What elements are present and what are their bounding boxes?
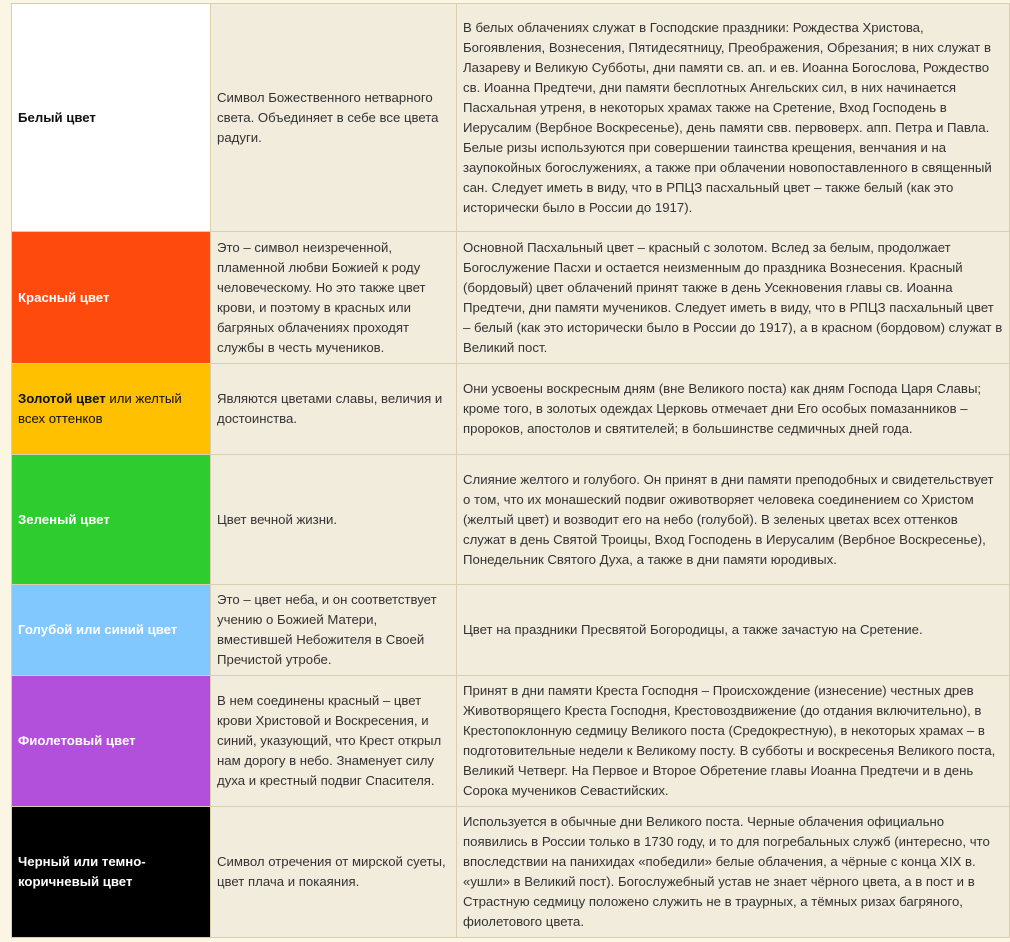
color-name-cell [12, 676, 211, 807]
color-name: Голубой или синий цвет [18, 622, 178, 637]
symbol-cell: Символ Божественного нетварного света. Объединяет в себе все цвета радуги. [211, 4, 457, 232]
color-name-cell [12, 232, 211, 364]
table-row [12, 232, 1010, 364]
color-name-cell [12, 364, 211, 455]
symbol-cell: Символ отречения от мирской суеты, цвет плача и покаяния. [211, 807, 457, 938]
color-name: Черный или темно-коричневый цвет [18, 854, 146, 889]
color-name: Красный цвет [18, 289, 110, 305]
usage-cell: Основной Пасхальный цвет – красный с золотом. Вслед за белым, продолжает Богослужение Пасхи и остается неизменным до праздника Вознесения. Красный (бордовый) цвет облачений принят также в день Усекновения главы св. Иоанна Предтечи, дни памяти мучеников. Следует иметь в виду, что в РПЦЗ пасхальный цвет – белый (как это исторически было в России до 1917), а в красном (бордовом) служат в Великий пост. [457, 232, 1010, 364]
table-row [12, 676, 1010, 807]
symbol-cell: Это – символ неизреченной, пламенной любви Божией к роду человеческому. Но это также цвет крови, и поэтому в красных или багряных облачениях проходят службы в честь мучеников. [211, 232, 457, 364]
symbol-cell: Являются цветами славы, величия и достоинства. [211, 364, 457, 455]
color-name: Золотой цвет [18, 391, 106, 406]
table-row [12, 364, 1010, 455]
usage-cell: Слияние желтого и голубого. Он принят в дни памяти преподобных и свидетельствует о том, что их монашеский подвиг оживотворяет человека соединением со Христом (желтый цвет) и возводит его на небо (голубой). В зеленых цветах всех оттенков служат в день Святой Троицы, Вход Господень в Иерусалим (Вербное Воскресенье), Понедельник Святого Духа, а также в дни памяти юродивых. [457, 455, 1010, 585]
table-row [12, 4, 1010, 232]
symbol-cell: Цвет вечной жизни. [211, 455, 457, 585]
table-row [12, 585, 1010, 676]
color-name: Зеленый цвет [18, 511, 110, 527]
color-name-cell [12, 455, 211, 585]
color-name: Белый цвет [18, 109, 96, 125]
usage-cell: Они усвоены воскресным дням (вне Великого поста) как дням Господа Царя Славы; кроме того, в золотых одеждах Церковь отмечает дни Его особых помазанников – пророков, апостолов и святителей; в большинстве седмичных дней года. [457, 364, 1010, 455]
liturgical-colors-table [11, 3, 1010, 938]
symbol-cell: В нем соединены красный – цвет крови Христовой и Воскресения, и синий, указующий, что Крест открыл нам дорогу в небо. Знаменует силу духа и крестный подвиг Спасителя. [211, 676, 457, 807]
color-name-cell [12, 4, 211, 232]
table-row [12, 807, 1010, 938]
usage-cell: В белых облачениях служат в Господские праздники: Рождества Христова, Богоявления, Вознесения, Пятидесятницу, Преображения, Обрезания; в них служат в Лазареву и Великую Субботы, дни памяти св. ап. и ев. Иоанна Богослова, Рождество св. Иоанна Предтечи, дни памяти бесплотных Ангельских сил, в них начинается Пасхальная утреня, в некоторых храмах также на Сретение, Вход Господень в Иерусалим (Вербное Воскресенье), день памяти свв. первоверх. апп. Петра и Павла. Белые ризы используются при совершении таинства крещения, венчания и на заупокойных богослужениях, а также при облачении новопоставленного в священный сан. Следует иметь в виду, что в РПЦЗ пасхальный цвет – также белый (как это исторически было в России до 1917). [457, 4, 1010, 232]
usage-cell: Цвет на праздники Пресвятой Богородицы, а также зачастую на Сретение. [457, 585, 1010, 676]
usage-cell: Принят в дни памяти Креста Господня – Происхождение (изнесение) честных древ Животворящего Креста Господня, Крестовоздвижение (до отдания включительно), в Крестопоклонную седмицу Великого поста (Средокрестную), в некоторых храмах – в подготовительные недели к Великому посту. В субботы и воскресенья Великого поста, Великий Четверг. На Первое и Второе Обретение главы Иоанна Предтечи и в день Сорока мучеников Севастийских. [457, 676, 1010, 807]
symbol-cell: Это – цвет неба, и он соответствует учению о Божией Матери, вместившей Небожителя в Своей Пречистой утробе. [211, 585, 457, 676]
color-name-cell [12, 807, 211, 938]
table-row [12, 455, 1010, 585]
color-name-cell [12, 585, 211, 676]
color-name-suffix: или желтый всех оттенков [18, 391, 182, 426]
usage-cell: Используется в обычные дни Великого поста. Черные облачения официально появились в России только в 1730 году, и то для погребальных служб (интересно, что впоследствии на панихидах «победили» белые облачения, а чёрные с конца XIX в. «ушли» в Великий пост). Богослужебный устав не знает чёрного цвета, а в пост и в Страстную седмицу положено служить не в траурных, а тёмных ризах багряного, фиолетового цвета. [457, 807, 1010, 938]
table-body [12, 4, 1010, 938]
color-name: Фиолетовый цвет [18, 733, 136, 748]
